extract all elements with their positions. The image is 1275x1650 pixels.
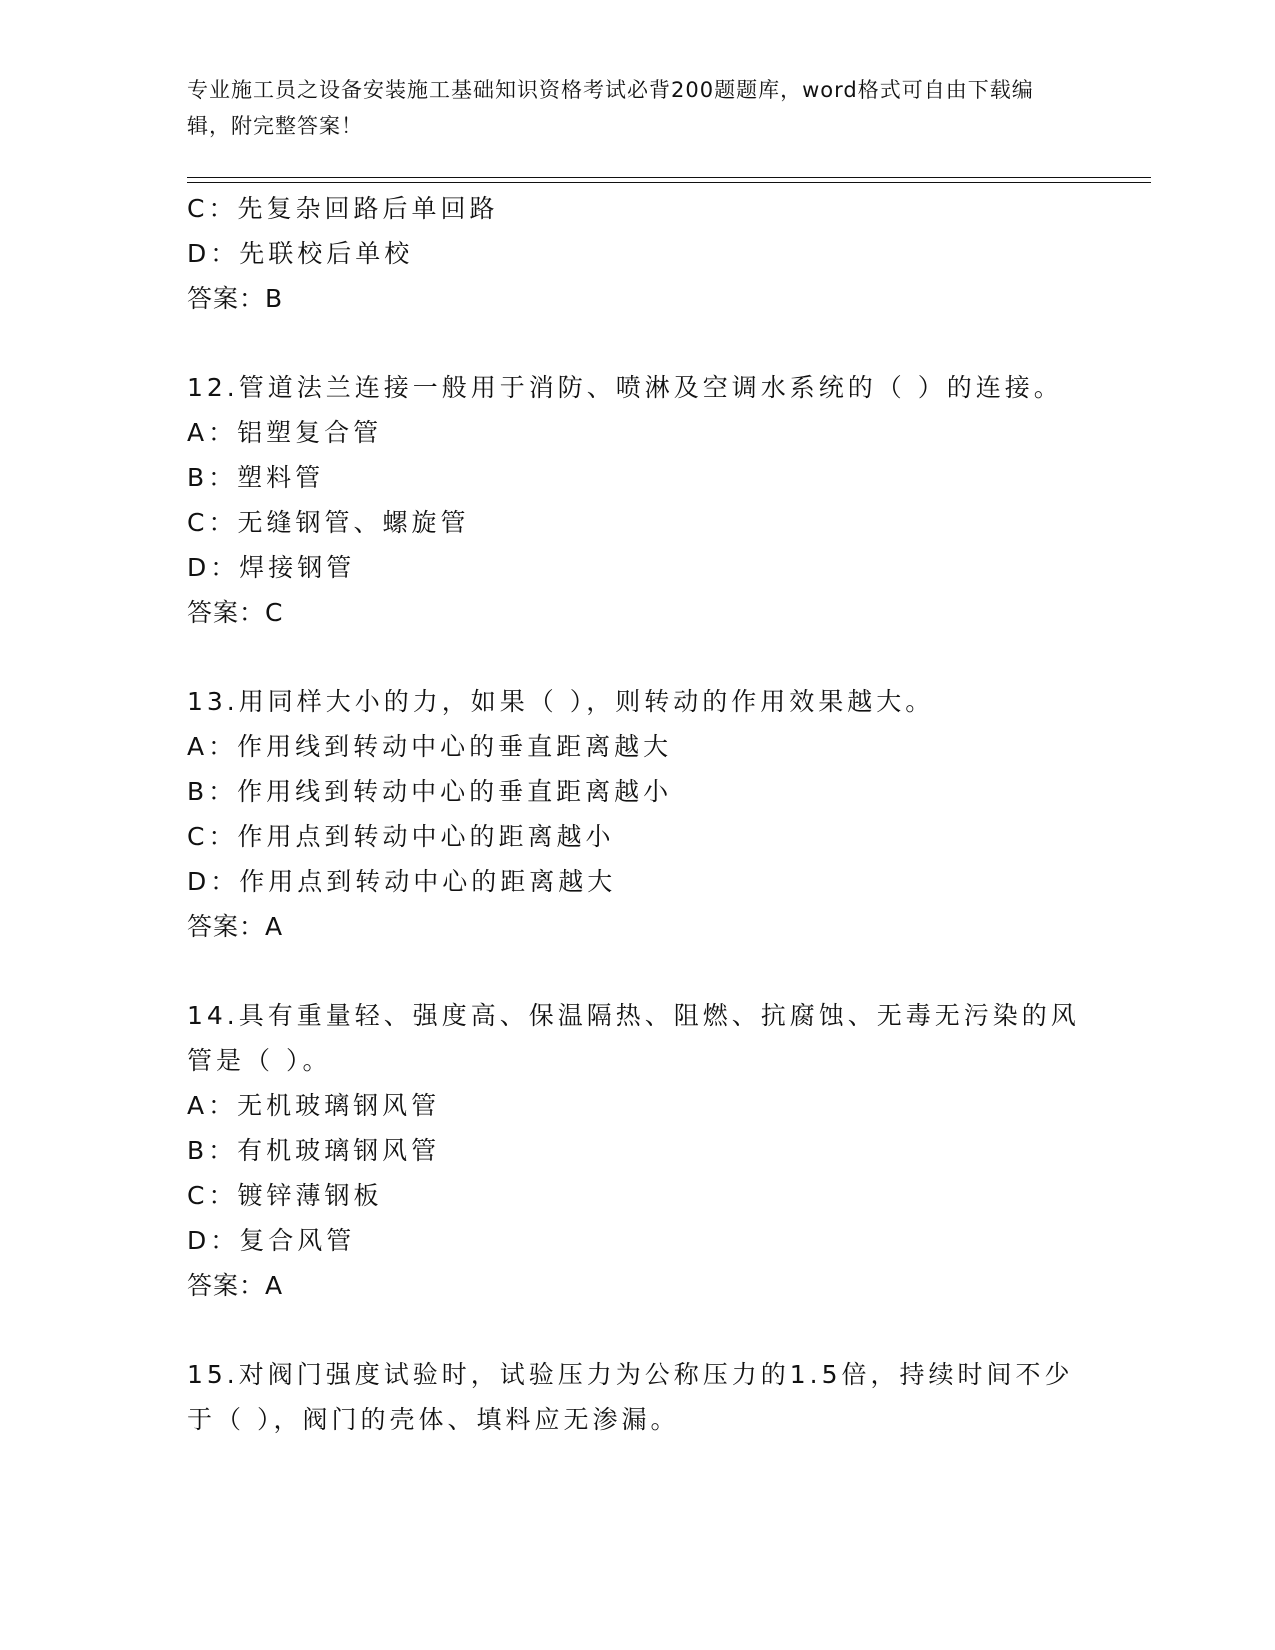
option-d: D：焊接钢管 xyxy=(187,553,356,582)
option-c: C：镀锌薄钢板 xyxy=(187,1181,383,1210)
question-stem: 12.管道法兰连接一般用于消防、喷淋及空调水系统的（ ）的连接。 xyxy=(187,373,1063,402)
option-b: B：塑料管 xyxy=(187,463,325,492)
option-c: C：先复杂回路后单回路 xyxy=(187,194,499,223)
question-stem-continued: 于（ ），阀门的壳体、填料应无渗漏。 xyxy=(187,1405,680,1434)
question-stem-continued: 管是（ ）。 xyxy=(187,1046,332,1075)
answer-line: 答案：A xyxy=(187,1271,284,1300)
answer-line: 答案：B xyxy=(187,284,284,313)
option-d: D：先联校后单校 xyxy=(187,239,414,268)
option-c: C：无缝钢管、螺旋管 xyxy=(187,508,470,537)
option-c: C：作用点到转动中心的距离越小 xyxy=(187,822,615,851)
option-d: D：复合风管 xyxy=(187,1226,356,1255)
option-a: A：无机玻璃钢风管 xyxy=(187,1091,441,1120)
option-a: A：作用线到转动中心的垂直距离越大 xyxy=(187,732,673,761)
answer-line: 答案：A xyxy=(187,912,284,941)
option-d: D：作用点到转动中心的距离越大 xyxy=(187,867,617,896)
header-rule-bottom xyxy=(187,182,1151,183)
question-stem: 14.具有重量轻、强度高、保温隔热、阻燃、抗腐蚀、无毒无污染的风 xyxy=(187,1001,1080,1030)
question-stem: 15.对阀门强度试验时，试验压力为公称压力的1.5倍，持续时间不少 xyxy=(187,1360,1074,1389)
option-b: B：有机玻璃钢风管 xyxy=(187,1136,441,1165)
header-rule-top xyxy=(187,177,1151,178)
document-header: 专业施工员之设备安装施工基础知识资格考试必背200题题库，word格式可自由下载编辑，附完整答案！ xyxy=(187,78,1034,138)
option-a: A：铝塑复合管 xyxy=(187,418,383,447)
question-stem: 13.用同样大小的力，如果（ ），则转动的作用效果越大。 xyxy=(187,687,935,716)
answer-line: 答案：C xyxy=(187,598,284,627)
option-b: B：作用线到转动中心的垂直距离越小 xyxy=(187,777,673,806)
